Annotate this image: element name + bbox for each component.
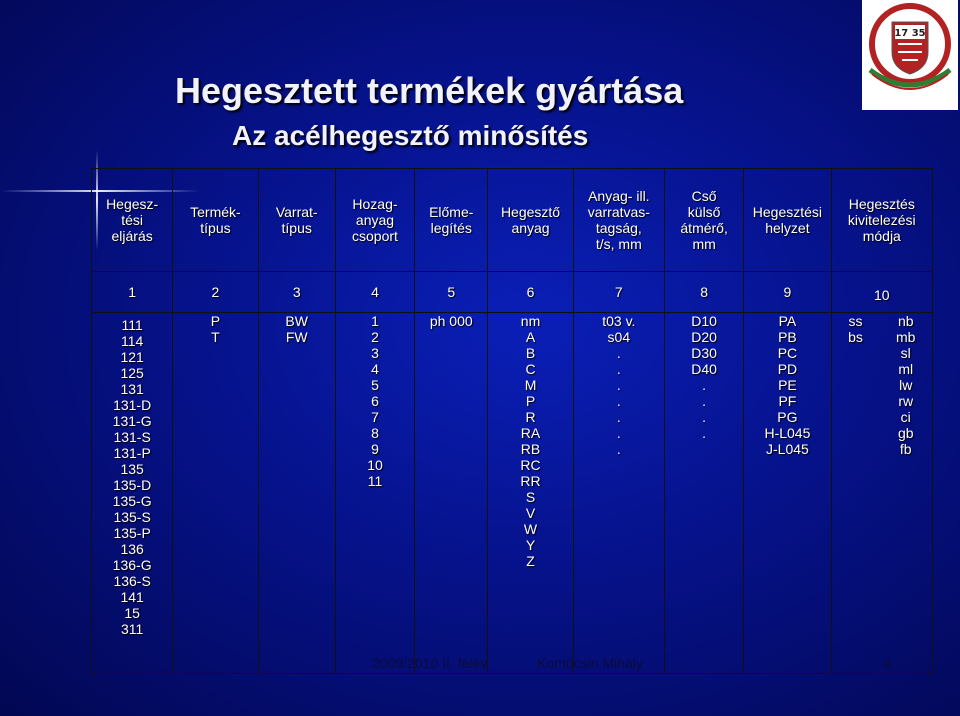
welder-qualification-table bbox=[91, 168, 933, 674]
cell-value: D30 bbox=[691, 345, 717, 361]
column-number: 9 bbox=[744, 272, 831, 313]
cell-value: 15 bbox=[124, 605, 140, 621]
cell-value: 9 bbox=[371, 441, 379, 457]
cell-value: PD bbox=[777, 361, 798, 377]
header-cell-6: Hegesztő anyag bbox=[488, 169, 573, 272]
cell-value: 8 bbox=[371, 425, 379, 441]
cell-value: . bbox=[702, 393, 707, 409]
cell-value: RR bbox=[520, 473, 541, 489]
cell-value: BW bbox=[285, 313, 308, 329]
cell-value: 125 bbox=[120, 365, 144, 381]
column-number: 3 bbox=[258, 272, 335, 313]
cell-value: A bbox=[525, 329, 536, 345]
cell-value: PB bbox=[778, 329, 797, 345]
cell-value: PG bbox=[777, 409, 798, 425]
cell-value: 135-G bbox=[112, 493, 152, 509]
cell-value: nm bbox=[520, 313, 541, 329]
cell-value: t03 v. bbox=[602, 313, 636, 329]
cell-value: mb bbox=[896, 329, 916, 345]
column-number: 2 bbox=[173, 272, 258, 313]
seam-type-cell bbox=[258, 313, 335, 674]
preheat-cell bbox=[415, 313, 488, 674]
cell-value: . bbox=[616, 409, 621, 425]
cell-value: S bbox=[525, 489, 536, 505]
cell-value: H-L045 bbox=[764, 425, 811, 441]
execution-mode-cell bbox=[831, 313, 932, 674]
column-number: 8 bbox=[664, 272, 743, 313]
cell-value: 1 bbox=[371, 313, 379, 329]
cell-value: . bbox=[616, 425, 621, 441]
cell-value: 136 bbox=[120, 541, 144, 557]
cell-value: 135-P bbox=[113, 525, 151, 541]
cell-value: 121 bbox=[120, 349, 144, 365]
cell-value: nb bbox=[897, 313, 914, 329]
cell-value: 4 bbox=[371, 361, 379, 377]
cell-value: W bbox=[523, 521, 538, 537]
column-number: 7 bbox=[573, 272, 664, 313]
execution-mode-col-b bbox=[896, 313, 915, 457]
cell-value: 136-G bbox=[112, 557, 152, 573]
cell-value: R bbox=[525, 409, 536, 425]
cell-value: J-L045 bbox=[766, 441, 809, 457]
cell-value: 114 bbox=[120, 333, 144, 349]
cell-value: gb bbox=[897, 425, 914, 441]
column-number: 6 bbox=[488, 272, 573, 313]
header-cell-1: Hegesz- tési eljárás bbox=[92, 169, 173, 272]
cell-value: PA bbox=[778, 313, 797, 329]
cell-value: C bbox=[525, 361, 536, 377]
cell-value: D40 bbox=[691, 361, 717, 377]
cell-value: P bbox=[525, 393, 536, 409]
slide-subtitle: Az acélhegesztő minősítés bbox=[232, 120, 589, 151]
cell-value: . bbox=[702, 377, 707, 393]
filler-group-cell bbox=[335, 313, 414, 674]
cell-value: 2 bbox=[371, 329, 379, 345]
cell-value: 11 bbox=[367, 473, 383, 489]
cell-value: sl bbox=[900, 345, 911, 361]
cell-value: 111 bbox=[121, 317, 143, 333]
cell-value: Y bbox=[525, 537, 536, 553]
cell-value: 136-S bbox=[113, 573, 151, 589]
cell-value: 5 bbox=[371, 377, 379, 393]
cell-value: 131 bbox=[120, 381, 144, 397]
execution-mode-col-a bbox=[848, 313, 863, 457]
cell-value: RB bbox=[520, 441, 541, 457]
footer-author: Komócsin Mihály bbox=[537, 655, 643, 671]
header-cell-10: Hegesztés kivitelezési módja bbox=[831, 169, 932, 272]
cell-value: 6 bbox=[371, 393, 379, 409]
cell-value: D20 bbox=[691, 329, 717, 345]
header-cell-5: Előme- legítés bbox=[415, 169, 488, 272]
cell-value: 10 bbox=[367, 457, 383, 473]
cell-value: s04 bbox=[607, 329, 631, 345]
footer-page-number: 4 bbox=[884, 655, 892, 671]
cell-value: PF bbox=[778, 393, 797, 409]
cell-value: . bbox=[616, 377, 621, 393]
cell-value: . bbox=[616, 441, 621, 457]
cell-value: . bbox=[702, 425, 707, 441]
cell-value: 141 bbox=[120, 589, 144, 605]
filler-material-cell bbox=[488, 313, 573, 674]
header-cell-8: Cső külső átmérő, mm bbox=[664, 169, 743, 272]
cell-value: 3 bbox=[371, 345, 379, 361]
cell-value: 131-G bbox=[112, 413, 152, 429]
cell-value: B bbox=[525, 345, 536, 361]
cell-value: fb bbox=[899, 441, 912, 457]
thickness-cell bbox=[573, 313, 664, 674]
pipe-diameter-cell bbox=[664, 313, 743, 674]
cell-value: 131-P bbox=[113, 445, 151, 461]
cell-value: ml bbox=[898, 361, 914, 377]
header-cell-4: Hozag- anyag csoport bbox=[335, 169, 414, 272]
cell-value: . bbox=[616, 393, 621, 409]
welding-position-cell bbox=[744, 313, 831, 674]
header-cell-2: Termék- típus bbox=[173, 169, 258, 272]
cell-value: 135 bbox=[120, 461, 144, 477]
column-number: 10 bbox=[831, 272, 932, 313]
cell-value: T bbox=[211, 329, 220, 345]
header-cell-7: Anyag- ill. varratvas- tagság, t/s, mm bbox=[573, 169, 664, 272]
cell-value: . bbox=[616, 345, 621, 361]
column-number: 5 bbox=[415, 272, 488, 313]
cell-value: 135-D bbox=[113, 477, 152, 493]
cell-value: 131-D bbox=[113, 397, 152, 413]
column-number-row bbox=[92, 272, 933, 313]
cell-value: rw bbox=[898, 393, 914, 409]
cell-value: bs bbox=[848, 329, 863, 345]
cell-value: FW bbox=[285, 329, 308, 345]
cell-value: . bbox=[702, 409, 707, 425]
table-header-row bbox=[92, 169, 933, 272]
slide-title: Hegesztett termékek gyártása bbox=[175, 70, 684, 111]
cell-value: 7 bbox=[371, 409, 379, 425]
university-crest-logo bbox=[862, 0, 958, 110]
footer-semester: 2009/2010 II. félév bbox=[372, 655, 488, 671]
cell-value: Z bbox=[526, 553, 535, 569]
table-body-row bbox=[92, 313, 933, 674]
product-type-cell bbox=[173, 313, 258, 674]
header-cell-3: Varrat- típus bbox=[258, 169, 335, 272]
cell-value: PE bbox=[778, 377, 797, 393]
cell-value: 135-S bbox=[113, 509, 151, 525]
cell-value: RC bbox=[520, 457, 541, 473]
cell-value: ci bbox=[900, 409, 911, 425]
cell-value: 131-S bbox=[113, 429, 151, 445]
cell-value: V bbox=[525, 505, 536, 521]
cell-value: . bbox=[616, 361, 621, 377]
cell-value: M bbox=[524, 377, 537, 393]
cell-value: PC bbox=[777, 345, 798, 361]
process-codes-cell bbox=[92, 313, 173, 674]
header-cell-9: Hegesztési helyzet bbox=[744, 169, 831, 272]
cell-value: 311 bbox=[120, 621, 144, 637]
cell-value: ph 000 bbox=[429, 313, 473, 329]
cell-value: ss bbox=[848, 313, 863, 329]
cell-value: lw bbox=[899, 377, 913, 393]
column-number: 1 bbox=[92, 272, 173, 313]
column-number: 4 bbox=[335, 272, 414, 313]
cell-value: RA bbox=[520, 425, 541, 441]
cell-value: D10 bbox=[691, 313, 717, 329]
cell-value: P bbox=[210, 313, 221, 329]
crest-year-text: 17 35 bbox=[894, 28, 926, 39]
